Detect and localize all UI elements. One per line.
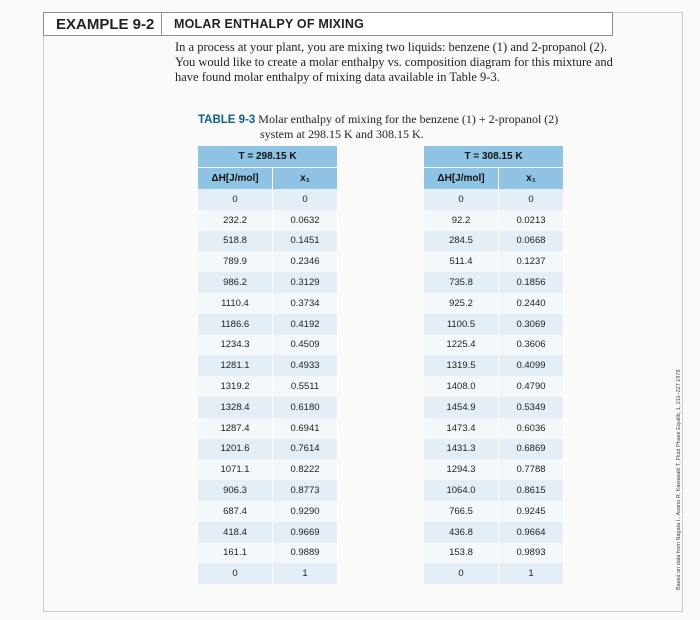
table-row [424, 439, 564, 460]
table-row [198, 335, 338, 356]
enthalpy-cell: 1408.0 [424, 376, 499, 397]
enthalpy-cell: 1473.4 [424, 418, 499, 439]
enthalpy-cell: 1071.1 [198, 459, 273, 480]
caption-line-1: Molar enthalpy of mixing for the benzene (1) + 2-propanol (2) [258, 112, 559, 126]
enthalpy-cell: 436.8 [424, 522, 499, 543]
enthalpy-cell: 1100.5 [424, 314, 499, 335]
table-row [198, 459, 338, 480]
table-row [198, 355, 338, 376]
mole-fraction-cell: 0.3734 [273, 293, 338, 314]
enthalpy-cell: 1064.0 [424, 480, 499, 501]
table-row [424, 189, 564, 210]
table-row [424, 335, 564, 356]
enthalpy-cell: 92.2 [424, 210, 499, 231]
mole-fraction-cell: 0.4099 [499, 355, 564, 376]
enthalpy-cell: 0 [198, 189, 273, 210]
enthalpy-cell: 153.8 [424, 543, 499, 564]
table-row [424, 251, 564, 272]
mole-fraction-cell: 0.9290 [273, 501, 338, 522]
enthalpy-cell: 0 [424, 563, 499, 584]
table-row [424, 501, 564, 522]
example-header [43, 12, 613, 36]
table-row [424, 293, 564, 314]
mole-fraction-cell: 0.6941 [273, 418, 338, 439]
table-row [198, 563, 338, 584]
caption-line-2: system at 298.15 K and 308.15 K. [260, 127, 424, 141]
mole-fraction-cell: 0.4790 [499, 376, 564, 397]
enthalpy-cell: 518.8 [198, 231, 273, 252]
enthalpy-cell: 1454.9 [424, 397, 499, 418]
enthalpy-cell: 1319.5 [424, 355, 499, 376]
mole-fraction-cell: 0.2440 [499, 293, 564, 314]
mole-fraction-cell: 0.3069 [499, 314, 564, 335]
table-row [424, 522, 564, 543]
mole-fraction-cell: 0.8773 [273, 480, 338, 501]
table-row [198, 397, 338, 418]
table-row [198, 231, 338, 252]
enthalpy-cell: 1110.4 [198, 293, 273, 314]
table-row [424, 480, 564, 501]
column-header-enthalpy: ΔH[J/mol] [198, 168, 273, 190]
mole-fraction-cell: 0.9664 [499, 522, 564, 543]
example-number: EXAMPLE 9-2 [44, 13, 162, 35]
mole-fraction-cell: 1 [499, 563, 564, 584]
table-row [424, 543, 564, 564]
enthalpy-cell: 0 [424, 189, 499, 210]
table-row [198, 210, 338, 231]
table-body [424, 189, 564, 584]
enthalpy-cell: 511.4 [424, 251, 499, 272]
mole-fraction-cell: 0.9893 [499, 543, 564, 564]
enthalpy-cell: 418.4 [198, 522, 273, 543]
enthalpy-cell: 1431.3 [424, 439, 499, 460]
table-row [198, 501, 338, 522]
table-row [198, 189, 338, 210]
enthalpy-cell: 789.9 [198, 251, 273, 272]
enthalpy-cell: 925.2 [424, 293, 499, 314]
table-body [198, 189, 338, 584]
column-header-mole-fraction: x₁ [499, 168, 564, 190]
table-row [424, 231, 564, 252]
mole-fraction-cell: 0.6036 [499, 418, 564, 439]
mole-fraction-cell: 0.0213 [499, 210, 564, 231]
data-table-308 [424, 146, 564, 584]
enthalpy-cell: 232.2 [198, 210, 273, 231]
table-row [198, 293, 338, 314]
mole-fraction-cell: 0.1237 [499, 251, 564, 272]
enthalpy-cell: 1319.2 [198, 376, 273, 397]
table-row [198, 376, 338, 397]
mole-fraction-cell: 0.4192 [273, 314, 338, 335]
table-row [198, 418, 338, 439]
enthalpy-cell: 1186.6 [198, 314, 273, 335]
mole-fraction-cell: 0.6180 [273, 397, 338, 418]
mole-fraction-cell: 0 [273, 189, 338, 210]
table-row [424, 459, 564, 480]
enthalpy-cell: 1281.1 [198, 355, 273, 376]
mole-fraction-cell: 0.9669 [273, 522, 338, 543]
table-row [424, 397, 564, 418]
table-row [198, 314, 338, 335]
mole-fraction-cell: 0.1856 [499, 272, 564, 293]
enthalpy-cell: 1294.3 [424, 459, 499, 480]
enthalpy-cell: 1328.4 [198, 397, 273, 418]
enthalpy-cell: 161.1 [198, 543, 273, 564]
temperature-header: T = 308.15 K [424, 146, 564, 168]
enthalpy-cell: 1201.6 [198, 439, 273, 460]
mole-fraction-cell: 0.6869 [499, 439, 564, 460]
table-row [198, 272, 338, 293]
mole-fraction-cell: 0.7788 [499, 459, 564, 480]
enthalpy-cell: 1234.3 [198, 335, 273, 356]
mole-fraction-cell: 0.7614 [273, 439, 338, 460]
table-row [424, 355, 564, 376]
table-row [198, 251, 338, 272]
mole-fraction-cell: 0.8615 [499, 480, 564, 501]
table-row [424, 563, 564, 584]
mole-fraction-cell: 0.3606 [499, 335, 564, 356]
mole-fraction-cell: 0.8222 [273, 459, 338, 480]
mole-fraction-cell: 0.0632 [273, 210, 338, 231]
example-title: MOLAR ENTHALPY OF MIXING [174, 17, 364, 31]
enthalpy-cell: 906.3 [198, 480, 273, 501]
mole-fraction-cell: 0.5349 [499, 397, 564, 418]
source-credit: Based on data from Nagata I., Asano R, Kawasaki T, Fluid Phase Equilib, 1, 211–227 1978 [676, 369, 682, 590]
table-row [424, 210, 564, 231]
data-table-298 [198, 146, 338, 584]
mole-fraction-cell: 0.9889 [273, 543, 338, 564]
mole-fraction-cell: 0.4509 [273, 335, 338, 356]
table-row [424, 272, 564, 293]
temperature-header: T = 298.15 K [198, 146, 338, 168]
table-row [424, 418, 564, 439]
mole-fraction-cell: 1 [273, 563, 338, 584]
mole-fraction-cell: 0.3129 [273, 272, 338, 293]
enthalpy-cell: 735.8 [424, 272, 499, 293]
mole-fraction-cell: 0.2346 [273, 251, 338, 272]
enthalpy-cell: 766.5 [424, 501, 499, 522]
example-frame [43, 12, 683, 612]
mole-fraction-cell: 0.5511 [273, 376, 338, 397]
mole-fraction-cell: 0.9245 [499, 501, 564, 522]
enthalpy-cell: 1225.4 [424, 335, 499, 356]
table-row [198, 480, 338, 501]
table-row [424, 314, 564, 335]
column-header-mole-fraction: x₁ [273, 168, 338, 190]
mole-fraction-cell: 0.0668 [499, 231, 564, 252]
table-row [198, 543, 338, 564]
enthalpy-cell: 284.5 [424, 231, 499, 252]
column-header-enthalpy: ΔH[J/mol] [424, 168, 499, 190]
table-caption [198, 112, 618, 141]
table-row [198, 522, 338, 543]
table-row [198, 439, 338, 460]
enthalpy-cell: 986.2 [198, 272, 273, 293]
enthalpy-cell: 1287.4 [198, 418, 273, 439]
mole-fraction-cell: 0.1451 [273, 231, 338, 252]
mole-fraction-cell: 0 [499, 189, 564, 210]
enthalpy-cell: 0 [198, 563, 273, 584]
table-label: TABLE 9-3 [198, 114, 256, 126]
enthalpy-cell: 687.4 [198, 501, 273, 522]
table-row [424, 376, 564, 397]
intro-paragraph: In a process at your plant, you are mixing two liquids: benzene (1) and 2-propanol (2). You would like to create a molar enthalpy vs. composition diagram for this mixture and have found molar enthalpy of mixing data available in Table 9-3. [175, 40, 613, 84]
mole-fraction-cell: 0.4933 [273, 355, 338, 376]
